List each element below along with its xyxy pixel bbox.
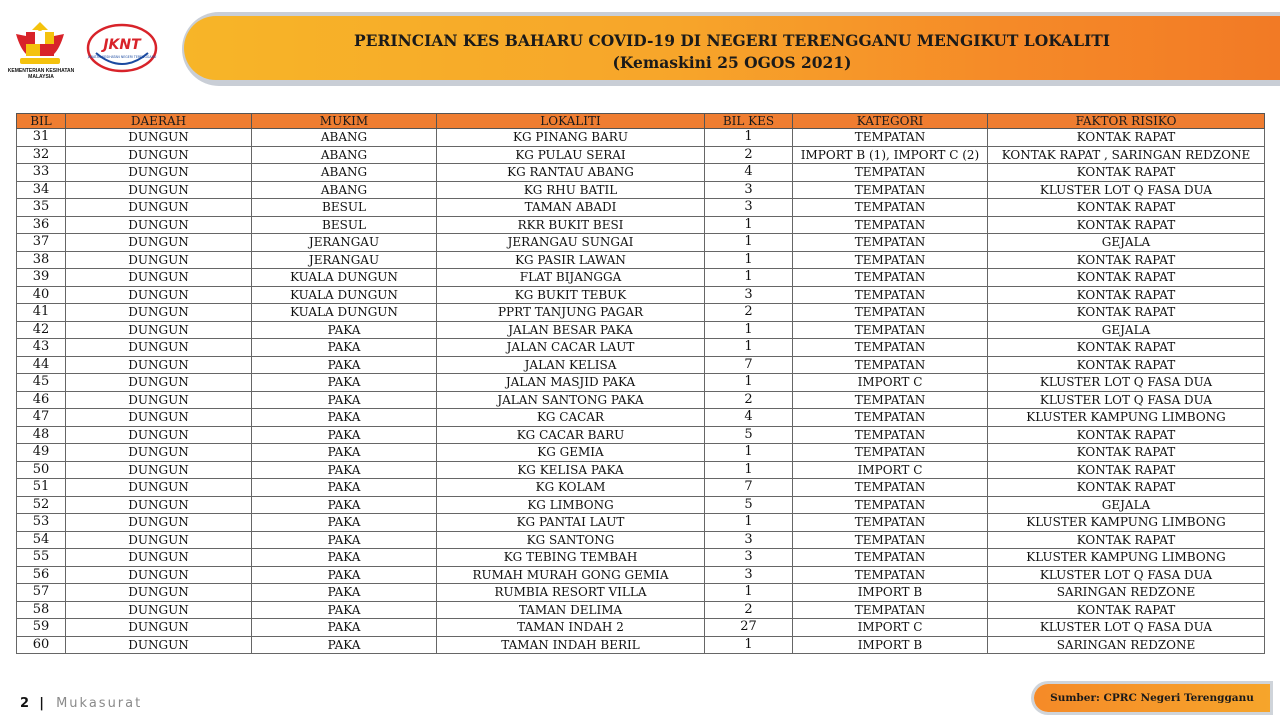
cell-bil-kes: 1 bbox=[705, 461, 793, 479]
cell-lokaliti: TAMAN INDAH 2 bbox=[437, 619, 705, 637]
cell-lokaliti: KG CACAR BARU bbox=[437, 426, 705, 444]
column-header: DAERAH bbox=[66, 114, 252, 129]
cell-bil: 57 bbox=[17, 584, 66, 602]
cell-bil-kes: 1 bbox=[705, 269, 793, 287]
cell-mukim: PAKA bbox=[252, 531, 437, 549]
cell-kategori: TEMPATAN bbox=[793, 216, 988, 234]
cell-kategori: TEMPATAN bbox=[793, 566, 988, 584]
table-row bbox=[17, 461, 1265, 479]
table-row bbox=[17, 216, 1265, 234]
cell-bil: 39 bbox=[17, 269, 66, 287]
cell-daerah: DUNGUN bbox=[66, 321, 252, 339]
cell-bil: 53 bbox=[17, 514, 66, 532]
jknt-logo bbox=[86, 23, 158, 73]
cell-daerah: DUNGUN bbox=[66, 339, 252, 357]
cell-bil-kes: 2 bbox=[705, 391, 793, 409]
table-row bbox=[17, 391, 1265, 409]
table-row bbox=[17, 356, 1265, 374]
cell-bil: 55 bbox=[17, 549, 66, 567]
cell-daerah: DUNGUN bbox=[66, 199, 252, 217]
cell-bil: 46 bbox=[17, 391, 66, 409]
cell-daerah: DUNGUN bbox=[66, 374, 252, 392]
cell-daerah: DUNGUN bbox=[66, 391, 252, 409]
cell-lokaliti: KG CACAR bbox=[437, 409, 705, 427]
cell-bil: 32 bbox=[17, 146, 66, 164]
cell-kategori: IMPORT C bbox=[793, 619, 988, 637]
source-badge bbox=[1034, 684, 1270, 712]
column-header: BIL KES bbox=[705, 114, 793, 129]
cell-bil: 48 bbox=[17, 426, 66, 444]
cell-daerah: DUNGUN bbox=[66, 479, 252, 497]
table-row bbox=[17, 321, 1265, 339]
cell-daerah: DUNGUN bbox=[66, 286, 252, 304]
cell-mukim: PAKA bbox=[252, 321, 437, 339]
table-row bbox=[17, 164, 1265, 182]
cell-bil-kes: 1 bbox=[705, 444, 793, 462]
cell-lokaliti: JALAN MASJID PAKA bbox=[437, 374, 705, 392]
cell-bil-kes: 1 bbox=[705, 216, 793, 234]
cell-daerah: DUNGUN bbox=[66, 356, 252, 374]
cell-faktor-risiko: KONTAK RAPAT bbox=[988, 269, 1265, 287]
cell-lokaliti: KG KELISA PAKA bbox=[437, 461, 705, 479]
cell-lokaliti: KG RHU BATIL bbox=[437, 181, 705, 199]
cell-kategori: IMPORT B bbox=[793, 636, 988, 654]
cell-daerah: DUNGUN bbox=[66, 216, 252, 234]
cell-faktor-risiko: KONTAK RAPAT bbox=[988, 479, 1265, 497]
cell-mukim: PAKA bbox=[252, 444, 437, 462]
cell-daerah: DUNGUN bbox=[66, 409, 252, 427]
cell-faktor-risiko: KONTAK RAPAT bbox=[988, 461, 1265, 479]
cell-mukim: PAKA bbox=[252, 619, 437, 637]
cell-daerah: DUNGUN bbox=[66, 636, 252, 654]
table-body bbox=[17, 129, 1265, 654]
cell-faktor-risiko: KLUSTER KAMPUNG LIMBONG bbox=[988, 549, 1265, 567]
cell-faktor-risiko: KONTAK RAPAT bbox=[988, 286, 1265, 304]
cell-daerah: DUNGUN bbox=[66, 164, 252, 182]
cell-kategori: IMPORT B bbox=[793, 584, 988, 602]
cell-mukim: ABANG bbox=[252, 164, 437, 182]
cell-lokaliti: KG TEBING TEMBAH bbox=[437, 549, 705, 567]
cell-faktor-risiko: SARINGAN REDZONE bbox=[988, 636, 1265, 654]
cell-mukim: PAKA bbox=[252, 566, 437, 584]
page-number: 2 bbox=[20, 696, 30, 711]
cell-daerah: DUNGUN bbox=[66, 444, 252, 462]
cell-faktor-risiko: KONTAK RAPAT , SARINGAN REDZONE bbox=[988, 146, 1265, 164]
cell-bil-kes: 1 bbox=[705, 234, 793, 252]
cell-kategori: TEMPATAN bbox=[793, 321, 988, 339]
column-header: BIL bbox=[17, 114, 66, 129]
jknt-logo-text: JKNT bbox=[103, 37, 141, 53]
cell-faktor-risiko: KONTAK RAPAT bbox=[988, 251, 1265, 269]
cell-mukim: PAKA bbox=[252, 426, 437, 444]
cell-daerah: DUNGUN bbox=[66, 531, 252, 549]
cell-bil: 52 bbox=[17, 496, 66, 514]
cell-mukim: PAKA bbox=[252, 409, 437, 427]
cell-kategori: IMPORT C bbox=[793, 461, 988, 479]
cell-bil-kes: 7 bbox=[705, 356, 793, 374]
cell-lokaliti: TAMAN INDAH BERIL bbox=[437, 636, 705, 654]
cell-kategori: IMPORT B (1), IMPORT C (2) bbox=[793, 146, 988, 164]
cell-bil: 31 bbox=[17, 129, 66, 147]
cell-lokaliti: FLAT BIJANGGA bbox=[437, 269, 705, 287]
cell-faktor-risiko: KONTAK RAPAT bbox=[988, 216, 1265, 234]
cell-daerah: DUNGUN bbox=[66, 146, 252, 164]
cell-faktor-risiko: KONTAK RAPAT bbox=[988, 426, 1265, 444]
cell-kategori: TEMPATAN bbox=[793, 549, 988, 567]
cell-faktor-risiko: KLUSTER LOT Q FASA DUA bbox=[988, 566, 1265, 584]
cell-bil: 45 bbox=[17, 374, 66, 392]
table-row bbox=[17, 531, 1265, 549]
cell-mukim: PAKA bbox=[252, 374, 437, 392]
table-row bbox=[17, 286, 1265, 304]
cell-kategori: TEMPATAN bbox=[793, 496, 988, 514]
cell-bil: 42 bbox=[17, 321, 66, 339]
cell-mukim: PAKA bbox=[252, 461, 437, 479]
cell-daerah: DUNGUN bbox=[66, 234, 252, 252]
cell-bil-kes: 3 bbox=[705, 549, 793, 567]
cell-faktor-risiko: KONTAK RAPAT bbox=[988, 601, 1265, 619]
cell-bil-kes: 3 bbox=[705, 286, 793, 304]
cell-faktor-risiko: KONTAK RAPAT bbox=[988, 199, 1265, 217]
table-row bbox=[17, 566, 1265, 584]
cell-kategori: TEMPATAN bbox=[793, 356, 988, 374]
cell-kategori: TEMPATAN bbox=[793, 129, 988, 147]
jknt-logo-subtitle: JABATAN KESIHATAN NEGERI TERENGGANU bbox=[87, 55, 157, 59]
table-row bbox=[17, 479, 1265, 497]
cell-daerah: DUNGUN bbox=[66, 304, 252, 322]
table-header-row bbox=[17, 114, 1265, 129]
cell-daerah: DUNGUN bbox=[66, 601, 252, 619]
cell-lokaliti: KG RANTAU ABANG bbox=[437, 164, 705, 182]
cell-bil-kes: 2 bbox=[705, 304, 793, 322]
cell-lokaliti: KG SANTONG bbox=[437, 531, 705, 549]
cell-bil: 41 bbox=[17, 304, 66, 322]
cell-mukim: BESUL bbox=[252, 216, 437, 234]
title-line-2: (Kemaskini 25 OGOS 2021) bbox=[612, 53, 852, 72]
cell-bil: 54 bbox=[17, 531, 66, 549]
title-line-1: PERINCIAN KES BAHARU COVID-19 DI NEGERI TERENGGANU MENGIKUT LOKALITI bbox=[353, 31, 1111, 50]
cell-lokaliti: KG GEMIA bbox=[437, 444, 705, 462]
cell-lokaliti: JALAN KELISA bbox=[437, 356, 705, 374]
column-header: FAKTOR RISIKO bbox=[988, 114, 1265, 129]
cell-mukim: BESUL bbox=[252, 199, 437, 217]
cell-lokaliti: KG KOLAM bbox=[437, 479, 705, 497]
table-row bbox=[17, 181, 1265, 199]
cell-faktor-risiko: SARINGAN REDZONE bbox=[988, 584, 1265, 602]
cell-bil-kes: 1 bbox=[705, 374, 793, 392]
cell-bil-kes: 2 bbox=[705, 146, 793, 164]
cell-bil: 36 bbox=[17, 216, 66, 234]
cell-mukim: PAKA bbox=[252, 584, 437, 602]
cell-bil-kes: 5 bbox=[705, 496, 793, 514]
cell-lokaliti: JERANGAU SUNGAI bbox=[437, 234, 705, 252]
table-row bbox=[17, 146, 1265, 164]
cell-faktor-risiko: GEJALA bbox=[988, 496, 1265, 514]
cell-daerah: DUNGUN bbox=[66, 514, 252, 532]
cell-bil-kes: 1 bbox=[705, 636, 793, 654]
table-row bbox=[17, 636, 1265, 654]
cell-kategori: TEMPATAN bbox=[793, 164, 988, 182]
cell-bil-kes: 4 bbox=[705, 164, 793, 182]
cell-daerah: DUNGUN bbox=[66, 269, 252, 287]
cell-kategori: TEMPATAN bbox=[793, 181, 988, 199]
cell-bil-kes: 1 bbox=[705, 129, 793, 147]
cell-faktor-risiko: GEJALA bbox=[988, 321, 1265, 339]
ministry-label: KEMENTERIAN KESIHATAN MALAYSIA bbox=[7, 68, 75, 80]
cell-lokaliti: KG PULAU SERAI bbox=[437, 146, 705, 164]
cell-bil: 58 bbox=[17, 601, 66, 619]
cell-faktor-risiko: KONTAK RAPAT bbox=[988, 339, 1265, 357]
cell-bil-kes: 1 bbox=[705, 251, 793, 269]
cell-mukim: KUALA DUNGUN bbox=[252, 286, 437, 304]
cell-daerah: DUNGUN bbox=[66, 129, 252, 147]
table-row bbox=[17, 444, 1265, 462]
cell-kategori: TEMPATAN bbox=[793, 514, 988, 532]
cell-faktor-risiko: KLUSTER LOT Q FASA DUA bbox=[988, 391, 1265, 409]
cell-faktor-risiko: KLUSTER LOT Q FASA DUA bbox=[988, 619, 1265, 637]
cell-daerah: DUNGUN bbox=[66, 181, 252, 199]
cell-bil: 50 bbox=[17, 461, 66, 479]
column-header: LOKALITI bbox=[437, 114, 705, 129]
cell-mukim: ABANG bbox=[252, 129, 437, 147]
cell-bil-kes: 4 bbox=[705, 409, 793, 427]
cell-bil-kes: 27 bbox=[705, 619, 793, 637]
cell-bil-kes: 7 bbox=[705, 479, 793, 497]
cell-daerah: DUNGUN bbox=[66, 566, 252, 584]
cell-lokaliti: RUMAH MURAH GONG GEMIA bbox=[437, 566, 705, 584]
cell-bil: 33 bbox=[17, 164, 66, 182]
table-row bbox=[17, 251, 1265, 269]
column-header: MUKIM bbox=[252, 114, 437, 129]
cell-lokaliti: JALAN BESAR PAKA bbox=[437, 321, 705, 339]
footer-separator: | bbox=[39, 696, 44, 711]
cell-faktor-risiko: KLUSTER LOT Q FASA DUA bbox=[988, 181, 1265, 199]
cell-daerah: DUNGUN bbox=[66, 461, 252, 479]
cell-faktor-risiko: KONTAK RAPAT bbox=[988, 129, 1265, 147]
cell-bil: 56 bbox=[17, 566, 66, 584]
cell-kategori: TEMPATAN bbox=[793, 409, 988, 427]
cell-mukim: PAKA bbox=[252, 601, 437, 619]
cell-bil-kes: 5 bbox=[705, 426, 793, 444]
table-row bbox=[17, 584, 1265, 602]
table-row bbox=[17, 514, 1265, 532]
cell-lokaliti: RUMBIA RESORT VILLA bbox=[437, 584, 705, 602]
cell-kategori: TEMPATAN bbox=[793, 234, 988, 252]
cell-lokaliti: JALAN SANTONG PAKA bbox=[437, 391, 705, 409]
cell-bil-kes: 3 bbox=[705, 531, 793, 549]
cell-daerah: DUNGUN bbox=[66, 549, 252, 567]
cell-lokaliti: JALAN CACAR LAUT bbox=[437, 339, 705, 357]
table-row bbox=[17, 601, 1265, 619]
cell-bil-kes: 3 bbox=[705, 566, 793, 584]
cell-kategori: TEMPATAN bbox=[793, 391, 988, 409]
cell-bil: 60 bbox=[17, 636, 66, 654]
cell-faktor-risiko: KONTAK RAPAT bbox=[988, 304, 1265, 322]
cell-daerah: DUNGUN bbox=[66, 251, 252, 269]
cell-mukim: KUALA DUNGUN bbox=[252, 304, 437, 322]
cell-daerah: DUNGUN bbox=[66, 584, 252, 602]
cell-daerah: DUNGUN bbox=[66, 619, 252, 637]
table-row bbox=[17, 374, 1265, 392]
cell-mukim: PAKA bbox=[252, 356, 437, 374]
table-row bbox=[17, 409, 1265, 427]
cell-kategori: TEMPATAN bbox=[793, 286, 988, 304]
cell-bil-kes: 3 bbox=[705, 181, 793, 199]
cell-bil: 43 bbox=[17, 339, 66, 357]
cell-lokaliti: RKR BUKIT BESI bbox=[437, 216, 705, 234]
cell-bil: 37 bbox=[17, 234, 66, 252]
table-row bbox=[17, 619, 1265, 637]
cell-faktor-risiko: KLUSTER KAMPUNG LIMBONG bbox=[988, 514, 1265, 532]
cell-kategori: TEMPATAN bbox=[793, 269, 988, 287]
column-header: KATEGORI bbox=[793, 114, 988, 129]
cell-kategori: TEMPATAN bbox=[793, 531, 988, 549]
cell-bil: 47 bbox=[17, 409, 66, 427]
cell-mukim: PAKA bbox=[252, 636, 437, 654]
cell-lokaliti: KG PINANG BARU bbox=[437, 129, 705, 147]
cell-kategori: TEMPATAN bbox=[793, 601, 988, 619]
table-row bbox=[17, 496, 1265, 514]
cell-lokaliti: PPRT TANJUNG PAGAR bbox=[437, 304, 705, 322]
page-word: Mukasurat bbox=[56, 696, 143, 711]
table-row bbox=[17, 304, 1265, 322]
cell-mukim: JERANGAU bbox=[252, 251, 437, 269]
cell-kategori: TEMPATAN bbox=[793, 304, 988, 322]
cell-faktor-risiko: KONTAK RAPAT bbox=[988, 444, 1265, 462]
table-row bbox=[17, 269, 1265, 287]
source-text: Sumber: CPRC Negeri Terengganu bbox=[1050, 692, 1254, 704]
cell-bil-kes: 1 bbox=[705, 514, 793, 532]
cell-bil-kes: 1 bbox=[705, 584, 793, 602]
page-title bbox=[184, 30, 1280, 74]
cell-lokaliti: KG BUKIT TEBUK bbox=[437, 286, 705, 304]
cell-lokaliti: KG LIMBONG bbox=[437, 496, 705, 514]
cell-mukim: PAKA bbox=[252, 479, 437, 497]
cell-faktor-risiko: KONTAK RAPAT bbox=[988, 164, 1265, 182]
cell-mukim: ABANG bbox=[252, 146, 437, 164]
table-row bbox=[17, 129, 1265, 147]
cell-mukim: JERANGAU bbox=[252, 234, 437, 252]
table-row bbox=[17, 549, 1265, 567]
cell-mukim: ABANG bbox=[252, 181, 437, 199]
cell-faktor-risiko: KLUSTER KAMPUNG LIMBONG bbox=[988, 409, 1265, 427]
cell-bil-kes: 1 bbox=[705, 339, 793, 357]
cell-mukim: PAKA bbox=[252, 496, 437, 514]
cell-bil: 35 bbox=[17, 199, 66, 217]
cell-bil: 49 bbox=[17, 444, 66, 462]
cases-table bbox=[16, 113, 1265, 654]
table-row bbox=[17, 339, 1265, 357]
cell-kategori: TEMPATAN bbox=[793, 444, 988, 462]
cell-mukim: PAKA bbox=[252, 391, 437, 409]
cell-bil-kes: 3 bbox=[705, 199, 793, 217]
cell-daerah: DUNGUN bbox=[66, 496, 252, 514]
cell-lokaliti: KG PASIR LAWAN bbox=[437, 251, 705, 269]
cell-bil: 51 bbox=[17, 479, 66, 497]
cell-kategori: TEMPATAN bbox=[793, 251, 988, 269]
cell-bil: 34 bbox=[17, 181, 66, 199]
cell-mukim: PAKA bbox=[252, 339, 437, 357]
cell-mukim: PAKA bbox=[252, 549, 437, 567]
cell-faktor-risiko: KONTAK RAPAT bbox=[988, 356, 1265, 374]
cell-kategori: IMPORT C bbox=[793, 374, 988, 392]
cell-faktor-risiko: GEJALA bbox=[988, 234, 1265, 252]
cell-lokaliti: TAMAN ABADI bbox=[437, 199, 705, 217]
cell-kategori: TEMPATAN bbox=[793, 426, 988, 444]
cell-faktor-risiko: KONTAK RAPAT bbox=[988, 531, 1265, 549]
cell-mukim: KUALA DUNGUN bbox=[252, 269, 437, 287]
cell-bil: 40 bbox=[17, 286, 66, 304]
page-footer bbox=[20, 696, 142, 711]
cell-lokaliti: KG PANTAI LAUT bbox=[437, 514, 705, 532]
cell-bil-kes: 2 bbox=[705, 601, 793, 619]
cell-daerah: DUNGUN bbox=[66, 426, 252, 444]
cell-faktor-risiko: KLUSTER LOT Q FASA DUA bbox=[988, 374, 1265, 392]
cell-bil: 38 bbox=[17, 251, 66, 269]
cell-kategori: TEMPATAN bbox=[793, 199, 988, 217]
cell-bil: 59 bbox=[17, 619, 66, 637]
cell-lokaliti: TAMAN DELIMA bbox=[437, 601, 705, 619]
cell-kategori: TEMPATAN bbox=[793, 479, 988, 497]
cell-bil: 44 bbox=[17, 356, 66, 374]
cell-bil-kes: 1 bbox=[705, 321, 793, 339]
table-row bbox=[17, 199, 1265, 217]
cell-kategori: TEMPATAN bbox=[793, 339, 988, 357]
table-row bbox=[17, 426, 1265, 444]
table-row bbox=[17, 234, 1265, 252]
cell-mukim: PAKA bbox=[252, 514, 437, 532]
